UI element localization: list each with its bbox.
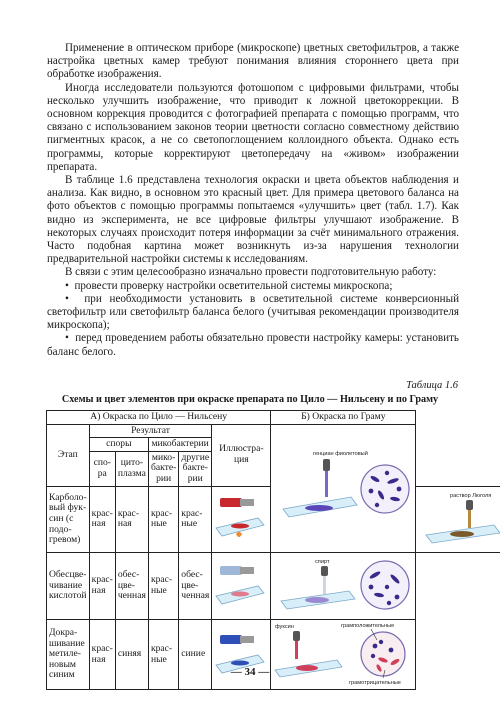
- gram-lugol-slide: [416, 487, 500, 549]
- table-number: Таблица 1.6: [406, 380, 458, 391]
- value-cell: крас-ные: [148, 553, 178, 620]
- illustration-cell: [212, 619, 271, 690]
- gram-negative-label: грамотрицательные: [349, 679, 402, 686]
- paragraph: Иногда исследователи пользуются фотошопом с цифровыми фильтрами, чтобы несколько улучшить изображение, что приводит к ложной цветокоррекции. В основном коррекция проводится с фотографией препарата с помощью программ, что связано с использованием законов теории цветности согласно совместному действию пигментных красок, а не со светопоглощением коллоидного объекта. Однако есть программы, которые корректируют цветопередачу на «живом» изображении препарата.: [47, 81, 459, 173]
- value-cell: крас-ная: [115, 486, 148, 553]
- table-row: [47, 553, 500, 620]
- value-cell: крас-ные: [148, 486, 178, 553]
- sub-header: спо-ра: [89, 451, 115, 486]
- gram-positive-label: грамположительные: [341, 622, 395, 629]
- section-a-header: А) Окраска по Цило — Нильсену: [47, 411, 271, 425]
- sub-header: другие бакте-рии: [179, 451, 212, 486]
- fuchsin-label: фуксин: [275, 623, 295, 630]
- stage-cell: Докра-шивание метиле-новым синим: [47, 619, 90, 690]
- stage-cell: Обесцве-чивание кислотой: [47, 553, 90, 620]
- gentian-label: генциан фиолетовый: [313, 450, 369, 457]
- bullet-item: • перед проведением работы обязательно провести настройку камеры: установить баланс белого.: [47, 332, 459, 358]
- value-cell: синяя: [115, 619, 148, 690]
- value-cell: крас-ные: [179, 486, 212, 553]
- illustration-cell: [212, 486, 271, 553]
- result-header: Результат: [89, 424, 212, 438]
- table-row: [47, 619, 500, 690]
- staining-table: [46, 410, 500, 690]
- section-b-header: Б) Окраска по Граму: [271, 411, 416, 425]
- value-cell: крас-ные: [148, 619, 178, 690]
- gram-illustration-1: [271, 424, 416, 553]
- stage-header: Этап: [47, 424, 90, 486]
- value-cell: обес-цве-ченная: [115, 553, 148, 620]
- value-cell: крас-ная: [89, 486, 115, 553]
- illustration-header: Иллюстра-ция: [212, 424, 271, 486]
- value-cell: крас-ная: [89, 619, 115, 690]
- value-cell: обес-цве-ченная: [179, 553, 212, 620]
- stage-cell: Карболо-вый фук-син (с подо-гревом): [47, 486, 90, 553]
- sub-header: цито-плазма: [115, 451, 148, 486]
- table-caption: Схемы и цвет элементов при окраске препарата по Цило — Нильсену и по Граму: [61, 394, 439, 405]
- bullet-item: • при необходимости установить в осветительной системе конверсионный светофильтр или светофильтр баланса белого (учитывая рекомендации производителя микроскопа);: [47, 292, 460, 332]
- body-text: [47, 42, 459, 359]
- value-cell: крас-ная: [89, 553, 115, 620]
- gram-spirit-slide: [271, 553, 415, 615]
- spirit-label: спирт: [315, 559, 330, 566]
- paragraph: В таблице 1.6 представлена технология окраски и цвета объектов наблюдения и анализа. Как видно, в основном это красный цвет. Для примера цветового баланса на фото объектов с помощью программы попытаемся «улучшить» цвет (табл. 1.7). Как видно из эксперимента, не все цифровые фильтры улучшают изображение. В некоторых случаях происходит потеря информации за счёт минимального отражения. Часто подобная картина может возникнуть из-за нарушения технологии предварительной настройки системы к исследованиям.: [47, 174, 459, 266]
- page-number: — 34 —: [230, 666, 270, 678]
- paragraph: Применение в оптическом приборе (микроскопе) цветных светофильтров, а также настройка цветных камер требуют понимания влияния стороннего цвета при обработке изображения.: [47, 42, 459, 81]
- value-cell: синие: [179, 619, 212, 690]
- lugol-label: раствор Люголя: [450, 492, 492, 499]
- gram-illustration-4: [271, 619, 416, 690]
- gram-dropper-slide-1: [271, 445, 415, 529]
- paragraph: В связи с этим целесообразно изначально провести подготовительную работу:: [65, 266, 437, 279]
- myco-header: микобактерии: [148, 438, 211, 452]
- gram-illustration-2: [416, 486, 500, 553]
- fuchsin-slide-image: [212, 492, 270, 544]
- acid-decolor-slide-image: [212, 558, 270, 610]
- illustration-cell: [212, 553, 271, 620]
- spores-header: споры: [89, 438, 148, 452]
- sub-header: мико-бакте-рии: [148, 451, 178, 486]
- gram-illustration-3: [271, 553, 416, 620]
- bullet-item: • провести проверку настройки осветительной системы микроскопа;: [65, 279, 393, 292]
